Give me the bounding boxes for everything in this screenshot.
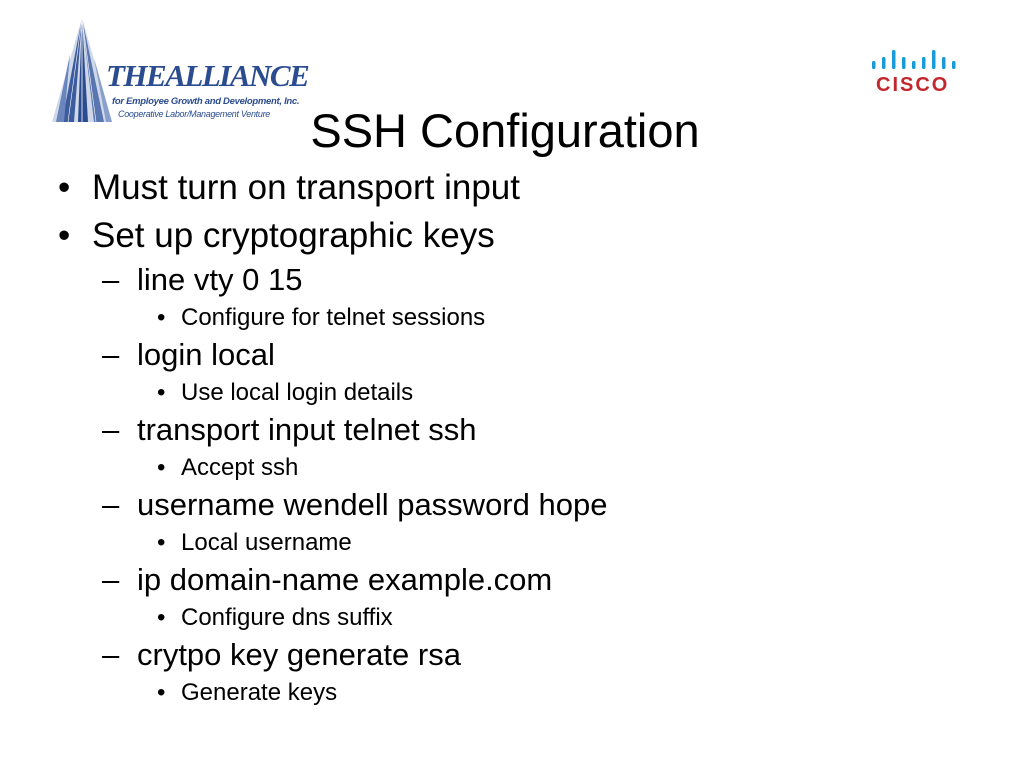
alliance-tagline: for Employee Growth and Development, Inc.: [112, 96, 300, 107]
dash-marker: –: [102, 262, 120, 297]
note-text: Accept ssh: [181, 454, 299, 481]
bullet-marker: •: [157, 454, 166, 481]
command-note: [0, 300, 1024, 335]
bullet-marker: •: [157, 304, 166, 331]
command-item: [0, 485, 1024, 525]
dash-marker: –: [102, 412, 120, 447]
command-text: login local: [137, 337, 275, 372]
command-note: [0, 375, 1024, 410]
command-note: [0, 675, 1024, 710]
command-item: [0, 335, 1024, 375]
bullet-text: Must turn on transport input: [92, 168, 520, 207]
command-note: [0, 600, 1024, 635]
note-text: Configure dns suffix: [181, 604, 393, 631]
bullet-marker: •: [157, 679, 166, 706]
dash-marker: –: [102, 562, 120, 597]
bullet-marker: •: [157, 604, 166, 631]
note-text: Local username: [181, 529, 352, 556]
command-text: transport input telnet ssh: [137, 412, 477, 447]
command-note: [0, 525, 1024, 560]
cisco-logo: [868, 44, 964, 102]
command-text: username wendell password hope: [137, 487, 608, 522]
command-item: [0, 635, 1024, 675]
command-note: [0, 450, 1024, 485]
command-item: [0, 260, 1024, 300]
alliance-wordmark: THEALLIANCE: [106, 58, 309, 93]
bullet-marker: •: [157, 379, 166, 406]
command-item: [0, 560, 1024, 600]
command-text: line vty 0 15: [137, 262, 303, 297]
bullet-marker: •: [58, 168, 71, 207]
command-item: [0, 410, 1024, 450]
cisco-bars-icon: [870, 48, 962, 74]
bullet-marker: •: [157, 529, 166, 556]
bullet-item: [0, 164, 1024, 212]
note-text: Configure for telnet sessions: [181, 304, 486, 331]
bullet-item: [0, 212, 1024, 260]
dash-marker: –: [102, 637, 120, 672]
note-text: Generate keys: [181, 679, 338, 706]
cisco-wordmark: CISCO: [876, 74, 950, 96]
dash-marker: –: [102, 487, 120, 522]
command-text: crytpo key generate rsa: [137, 637, 461, 672]
bullet-marker: •: [58, 216, 71, 255]
command-text: ip domain-name example.com: [137, 562, 553, 597]
slide-body: [0, 164, 1024, 710]
note-text: Use local login details: [181, 379, 414, 406]
slide-title: SSH Configuration: [310, 104, 700, 157]
alliance-subtagline: Cooperative Labor/Management Venture: [118, 109, 270, 119]
bullet-text: Set up cryptographic keys: [92, 216, 495, 255]
dash-marker: –: [102, 337, 120, 372]
